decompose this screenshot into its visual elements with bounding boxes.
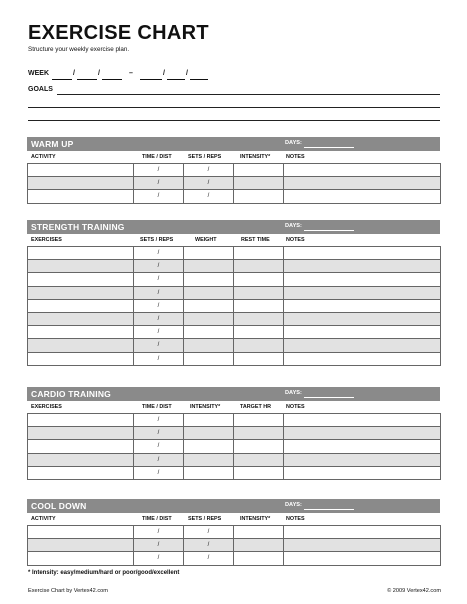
- table-cell[interactable]: [234, 526, 284, 539]
- table-cell[interactable]: [234, 539, 284, 552]
- table-row: [28, 190, 441, 203]
- table-cell[interactable]: [234, 339, 284, 352]
- table-cell[interactable]: [184, 286, 234, 299]
- table-cell[interactable]: [184, 427, 234, 440]
- goals-line[interactable]: [57, 94, 440, 95]
- table-cell[interactable]: [134, 312, 184, 325]
- table-cell[interactable]: [184, 247, 234, 260]
- slash-separator: /: [157, 193, 160, 200]
- table-cell[interactable]: [28, 539, 134, 552]
- section-title: STRENGTH TRAINING: [31, 222, 125, 232]
- slash-separator: /: [207, 167, 210, 174]
- table-cell[interactable]: [284, 440, 441, 453]
- table-cell[interactable]: [28, 164, 134, 177]
- days-field[interactable]: [304, 509, 354, 510]
- slash-separator: /: [157, 430, 160, 437]
- section-header: [27, 220, 440, 234]
- table-cell[interactable]: [28, 339, 134, 352]
- footer-credit: Exercise Chart by Vertex42.com: [28, 588, 108, 594]
- table-cell[interactable]: [284, 453, 441, 466]
- table-row: [28, 414, 441, 427]
- table-row: [28, 247, 441, 260]
- table-cell[interactable]: [184, 190, 234, 203]
- intensity-footnote: * Intensity: easy/medium/hard or poor/good/excellent: [28, 570, 180, 576]
- slash-separator: /: [157, 250, 160, 257]
- table-cell[interactable]: [184, 339, 234, 352]
- table-cell[interactable]: [28, 414, 134, 427]
- goals-line[interactable]: [28, 120, 440, 121]
- column-header: TIME / DIST: [142, 516, 172, 522]
- slash-separator: /: [157, 355, 160, 362]
- days-field[interactable]: [304, 230, 354, 231]
- footer-copyright: © 2009 Vertex42.com: [387, 588, 441, 594]
- slash-separator: /: [207, 193, 210, 200]
- cool-down-section: [27, 499, 440, 566]
- table-row: [28, 312, 441, 325]
- table-cell[interactable]: [234, 326, 284, 339]
- week-start-day-field[interactable]: [77, 70, 97, 80]
- days-label: DAYS:: [285, 140, 302, 146]
- column-header: INTENSITY*: [190, 404, 221, 410]
- table-cell[interactable]: [184, 299, 234, 312]
- slash-separator: /: [157, 529, 160, 536]
- table-cell[interactable]: [134, 539, 184, 552]
- table-row: [28, 339, 441, 352]
- column-header: NOTES: [286, 404, 305, 410]
- date-separator: /: [98, 70, 100, 77]
- date-separator: /: [163, 70, 165, 77]
- slash-separator: /: [157, 302, 160, 309]
- table-cell[interactable]: [234, 312, 284, 325]
- table-cell[interactable]: [184, 326, 234, 339]
- section-header: [27, 387, 440, 401]
- days-label: DAYS:: [285, 223, 302, 229]
- section-title: COOL DOWN: [31, 501, 87, 511]
- table-row: [28, 466, 441, 479]
- table-cell[interactable]: [284, 190, 441, 203]
- table-cell[interactable]: [284, 326, 441, 339]
- column-header: ACTIVITY: [31, 516, 56, 522]
- table-cell[interactable]: [134, 414, 184, 427]
- slash-separator: /: [157, 316, 160, 323]
- strength-training-section: [27, 220, 440, 366]
- table-cell[interactable]: [184, 352, 234, 365]
- table-cell[interactable]: [28, 326, 134, 339]
- week-start-year-field[interactable]: [102, 70, 122, 80]
- column-header: TIME / DIST: [142, 154, 172, 160]
- table-cell[interactable]: [134, 260, 184, 273]
- column-header: NOTES: [286, 516, 305, 522]
- table-row: [28, 440, 441, 453]
- page-subtitle: Structure your weekly exercise plan.: [28, 46, 130, 53]
- table-cell[interactable]: [234, 352, 284, 365]
- table-cell[interactable]: [28, 427, 134, 440]
- table-cell[interactable]: [234, 427, 284, 440]
- table-cell[interactable]: [134, 352, 184, 365]
- table-row: [28, 552, 441, 565]
- table-cell[interactable]: [284, 427, 441, 440]
- table-cell[interactable]: [134, 526, 184, 539]
- strength-training-table: [27, 246, 441, 366]
- table-cell[interactable]: [184, 466, 234, 479]
- table-cell[interactable]: [284, 414, 441, 427]
- column-header: TIME / DIST: [142, 404, 172, 410]
- week-end-month-field[interactable]: [140, 70, 162, 80]
- slash-separator: /: [157, 276, 160, 283]
- table-cell[interactable]: [184, 164, 234, 177]
- slash-separator: /: [157, 456, 160, 463]
- table-cell[interactable]: [234, 286, 284, 299]
- table-cell[interactable]: [28, 552, 134, 565]
- cool-down-table: [27, 525, 441, 566]
- column-headers: [27, 401, 440, 413]
- slash-separator: /: [157, 329, 160, 336]
- table-cell[interactable]: [28, 260, 134, 273]
- table-row: [28, 326, 441, 339]
- section-header: [27, 137, 440, 151]
- slash-separator: /: [157, 443, 160, 450]
- table-cell[interactable]: [28, 190, 134, 203]
- table-cell[interactable]: [134, 440, 184, 453]
- table-cell[interactable]: [134, 552, 184, 565]
- table-cell[interactable]: [234, 414, 284, 427]
- table-cell[interactable]: [134, 247, 184, 260]
- column-header: WEIGHT: [195, 237, 217, 243]
- column-headers: [27, 151, 440, 163]
- slash-separator: /: [157, 417, 160, 424]
- warm-up-section: [27, 137, 440, 204]
- table-row: [28, 164, 441, 177]
- column-header: TARGET HR: [240, 404, 272, 410]
- table-cell[interactable]: [28, 453, 134, 466]
- table-cell[interactable]: [234, 466, 284, 479]
- slash-separator: /: [157, 167, 160, 174]
- date-separator: /: [186, 70, 188, 77]
- table-cell[interactable]: [184, 414, 234, 427]
- table-cell[interactable]: [234, 164, 284, 177]
- column-header: NOTES: [286, 237, 305, 243]
- column-headers: [27, 234, 440, 246]
- table-cell[interactable]: [28, 177, 134, 190]
- table-cell[interactable]: [28, 440, 134, 453]
- cardio-training-section: [27, 387, 440, 480]
- slash-separator: /: [207, 555, 210, 562]
- table-cell[interactable]: [234, 299, 284, 312]
- table-cell[interactable]: [234, 440, 284, 453]
- slash-separator: /: [157, 263, 160, 270]
- table-cell[interactable]: [134, 453, 184, 466]
- slash-separator: /: [207, 529, 210, 536]
- date-separator: /: [73, 70, 75, 77]
- cardio-training-table: [27, 413, 441, 480]
- table-cell[interactable]: [134, 427, 184, 440]
- table-cell[interactable]: [28, 312, 134, 325]
- table-cell[interactable]: [184, 440, 234, 453]
- date-range-dash: –: [129, 70, 133, 77]
- slash-separator: /: [157, 469, 160, 476]
- table-cell[interactable]: [284, 273, 441, 286]
- table-cell[interactable]: [134, 326, 184, 339]
- table-cell[interactable]: [234, 190, 284, 203]
- slash-separator: /: [157, 542, 160, 549]
- slash-separator: /: [207, 180, 210, 187]
- slash-separator: /: [157, 555, 160, 562]
- section-title: CARDIO TRAINING: [31, 389, 111, 399]
- column-header: SETS / REPS: [140, 237, 174, 243]
- table-cell[interactable]: [134, 177, 184, 190]
- table-cell[interactable]: [284, 247, 441, 260]
- table-row: [28, 539, 441, 552]
- table-cell[interactable]: [284, 299, 441, 312]
- column-header: INTENSITY*: [240, 516, 271, 522]
- table-cell[interactable]: [184, 312, 234, 325]
- column-header: REST TIME: [241, 237, 270, 243]
- table-cell[interactable]: [28, 526, 134, 539]
- days-label: DAYS:: [285, 390, 302, 396]
- table-row: [28, 273, 441, 286]
- days-field[interactable]: [304, 147, 354, 148]
- table-row: [28, 427, 441, 440]
- slash-separator: /: [157, 289, 160, 296]
- table-cell[interactable]: [134, 466, 184, 479]
- table-cell[interactable]: [284, 552, 441, 565]
- table-cell[interactable]: [134, 164, 184, 177]
- table-cell[interactable]: [284, 352, 441, 365]
- slash-separator: /: [157, 342, 160, 349]
- table-row: [28, 352, 441, 365]
- column-header: ACTIVITY: [31, 154, 56, 160]
- table-cell[interactable]: [234, 552, 284, 565]
- warm-up-table: [27, 163, 441, 204]
- table-cell[interactable]: [184, 177, 234, 190]
- table-cell[interactable]: [184, 453, 234, 466]
- table-cell[interactable]: [284, 260, 441, 273]
- table-cell[interactable]: [134, 299, 184, 312]
- table-cell[interactable]: [284, 539, 441, 552]
- table-cell[interactable]: [284, 286, 441, 299]
- table-cell[interactable]: [28, 286, 134, 299]
- table-cell[interactable]: [284, 312, 441, 325]
- table-row: [28, 260, 441, 273]
- table-cell[interactable]: [134, 273, 184, 286]
- table-cell[interactable]: [28, 273, 134, 286]
- page-title: EXERCISE CHART: [28, 22, 209, 44]
- table-cell[interactable]: [134, 190, 184, 203]
- column-header: SETS / REPS: [188, 516, 222, 522]
- table-cell[interactable]: [234, 247, 284, 260]
- table-cell[interactable]: [284, 526, 441, 539]
- days-label: DAYS:: [285, 502, 302, 508]
- table-row: [28, 299, 441, 312]
- table-cell[interactable]: [28, 466, 134, 479]
- slash-separator: /: [207, 542, 210, 549]
- table-cell[interactable]: [284, 164, 441, 177]
- table-cell[interactable]: [28, 247, 134, 260]
- table-row: [28, 453, 441, 466]
- table-row: [28, 526, 441, 539]
- table-cell[interactable]: [184, 273, 234, 286]
- days-field[interactable]: [304, 397, 354, 398]
- table-cell[interactable]: [28, 299, 134, 312]
- column-headers: [27, 513, 440, 525]
- section-header: [27, 499, 440, 513]
- table-cell[interactable]: [284, 177, 441, 190]
- section-title: WARM UP: [31, 139, 74, 149]
- table-cell[interactable]: [284, 466, 441, 479]
- column-header: SETS / REPS: [188, 154, 222, 160]
- column-header: EXERCISES: [31, 237, 62, 243]
- week-label: WEEK: [28, 70, 49, 77]
- table-row: [28, 177, 441, 190]
- week-end-year-field[interactable]: [190, 70, 208, 80]
- table-row: [28, 286, 441, 299]
- table-cell[interactable]: [234, 260, 284, 273]
- column-header: NOTES: [286, 154, 305, 160]
- goals-label: GOALS: [28, 86, 53, 93]
- column-header: EXERCISES: [31, 404, 62, 410]
- week-end-day-field[interactable]: [167, 70, 185, 80]
- table-cell[interactable]: [234, 453, 284, 466]
- week-start-month-field[interactable]: [52, 70, 72, 80]
- slash-separator: /: [157, 180, 160, 187]
- table-cell[interactable]: [234, 273, 284, 286]
- table-cell[interactable]: [234, 177, 284, 190]
- table-cell[interactable]: [184, 539, 234, 552]
- table-cell[interactable]: [28, 352, 134, 365]
- table-cell[interactable]: [134, 339, 184, 352]
- table-cell[interactable]: [184, 552, 234, 565]
- table-cell[interactable]: [184, 526, 234, 539]
- table-cell[interactable]: [184, 260, 234, 273]
- goals-line[interactable]: [28, 107, 440, 108]
- table-cell[interactable]: [134, 286, 184, 299]
- table-cell[interactable]: [284, 339, 441, 352]
- column-header: INTENSITY*: [240, 154, 271, 160]
